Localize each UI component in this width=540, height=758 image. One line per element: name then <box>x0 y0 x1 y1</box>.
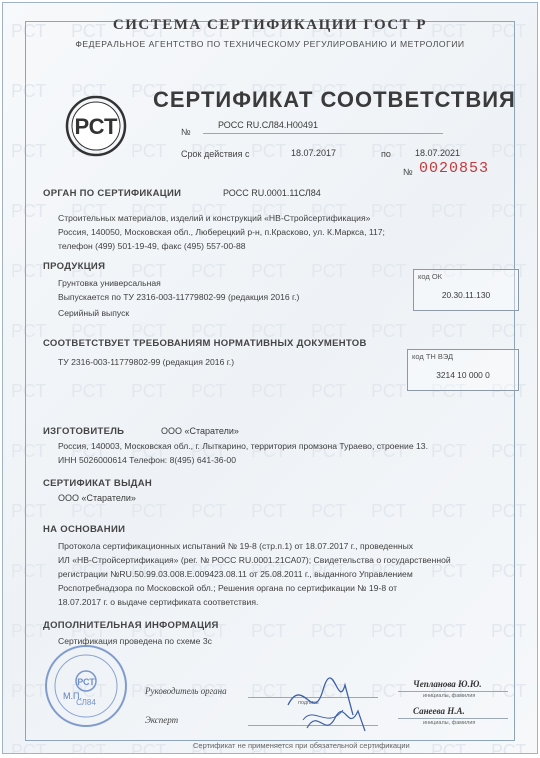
reg-number-label: № <box>181 127 191 137</box>
product-line-3: Серийный выпуск <box>58 308 130 318</box>
certificate-page <box>2 2 538 754</box>
manufacturer-line-1: Россия, 140003, Московская обл., г. Лыткарино, территория промзона Тураево, строение 13. <box>58 441 428 451</box>
product-label: ПРОДУКЦИЯ <box>43 261 106 272</box>
expert-name-caption: инициалы, фамилия <box>423 720 476 726</box>
issued-label: СЕРТИФИКАТ ВЫДАН <box>43 478 153 489</box>
valid-to-label: по <box>381 149 391 159</box>
manufacturer-name: ООО «Старатели» <box>161 426 239 436</box>
serial-label: № <box>403 167 413 177</box>
manufacturer-line-2: ИНН 5026000614 Телефон: 8(495) 641-36-00 <box>58 455 236 465</box>
stamp-mp-label: М.П. <box>63 691 82 701</box>
compliance-doc: ТУ 2316-003-11779802-99 (редакция 2016 г.) <box>58 357 235 367</box>
issued-name: ООО «Старатели» <box>58 493 136 503</box>
reg-number: РОСС RU.СЛ84.Н00491 <box>218 120 318 130</box>
tnved-code-box <box>407 349 519 391</box>
footer-note: Сертификат не применяется при обязательной сертификации <box>193 741 410 750</box>
okp-code-label: код ОК <box>418 272 443 281</box>
additional-label: ДОПОЛНИТЕЛЬНАЯ ИНФОРМАЦИЯ <box>43 620 219 631</box>
certification-body-code: РОСС RU.0001.11СЛ84 <box>223 188 321 198</box>
additional-text: Сертификация проведена по схеме 3с <box>58 636 212 646</box>
body-line-3: телефон (499) 501-19-49, факс (495) 557-00-88 <box>58 241 246 251</box>
official-stamp-icon <box>43 643 129 729</box>
valid-to: 18.07.2021 <box>415 148 461 158</box>
stamp-code: СЛ84 <box>76 698 96 707</box>
basis-line-5: 18.07.2017 г. о выдаче сертификата соответствия. <box>58 597 259 607</box>
rst-logo-icon <box>65 95 127 157</box>
agency-name: ФЕДЕРАЛЬНОЕ АГЕНТСТВО ПО ТЕХНИЧЕСКОМУ РЕГУЛИРОВАНИЮ И МЕТРОЛОГИИ <box>75 39 465 49</box>
expert-name-line <box>398 718 508 719</box>
head-name-caption: инициалы, фамилия <box>423 693 476 699</box>
basis-line-3: регистрации №RU.50.99.03.008.Е.009423.08.11 от 25.08.2011 г., выданного Управлением <box>58 569 413 579</box>
product-line-1: Грунтовка универсальная <box>58 278 161 288</box>
body-line-2: Россия, 140050, Московская обл., Люберецкий р-н, п.Красково, ул. К.Маркса, 117; <box>58 227 385 237</box>
manufacturer-label: ИЗГОТОВИТЕЛЬ <box>43 426 125 437</box>
certificate-title: СЕРТИФИКАТ СООТВЕТСТВИЯ <box>153 87 516 112</box>
head-signature-caption: подпись <box>298 700 319 706</box>
okp-code-value: 20.30.11.130 <box>441 290 491 300</box>
logo-text: РСТ <box>74 114 118 139</box>
expert-label: Эксперт <box>145 715 179 725</box>
head-name-line <box>398 691 508 692</box>
valid-from: 18.07.2017 <box>291 148 337 158</box>
okp-code-box <box>413 269 519 311</box>
validity-label: Срок действия с <box>181 149 250 159</box>
expert-signature-icon <box>303 703 373 743</box>
compliance-label: СООТВЕТСТВУЕТ ТРЕБОВАНИЯМ НОРМАТИВНЫХ ДОКУМЕНТОВ <box>43 338 367 349</box>
head-name: Чепланова Ю.Ю. <box>413 679 482 689</box>
product-line-2: Выпускается по ТУ 2316-003-11779802-99 (редакция 2016 г.) <box>58 292 300 302</box>
expert-name: Санеева Н.А. <box>413 706 465 716</box>
svg-text:РСТ: РСТ <box>77 677 95 687</box>
basis-line-2: ИЛ «НВ-Стройсертификация» (рег. № РОСС RU.0001.21СА07); Свидетельства о государственной <box>58 555 451 565</box>
basis-line-4: Роспотребнадзора по Московской обл.; Решения органа по сертификации № 19-8 от <box>58 583 398 593</box>
body-line-1: Строительных материалов, изделий и конструкций «НВ-Стройсертификация» <box>58 213 371 223</box>
basis-line-1: Протокола сертификационных испытаний № 19-8 (стр.п.1) от 18.07.2017 г., проведенных <box>58 541 414 551</box>
tnved-code-label: код ТН ВЭД <box>412 352 454 361</box>
certification-body-label: ОРГАН ПО СЕРТИФИКАЦИИ <box>43 188 182 199</box>
system-title: СИСТЕМА СЕРТИФИКАЦИИ ГОСТ Р <box>112 17 428 33</box>
basis-label: НА ОСНОВАНИИ <box>43 524 126 535</box>
head-label: Руководитель органа <box>145 686 227 696</box>
serial-number: 0020853 <box>419 160 490 177</box>
reg-number-line <box>203 133 443 134</box>
tnved-code-value: 3214 10 000 0 <box>436 370 490 380</box>
